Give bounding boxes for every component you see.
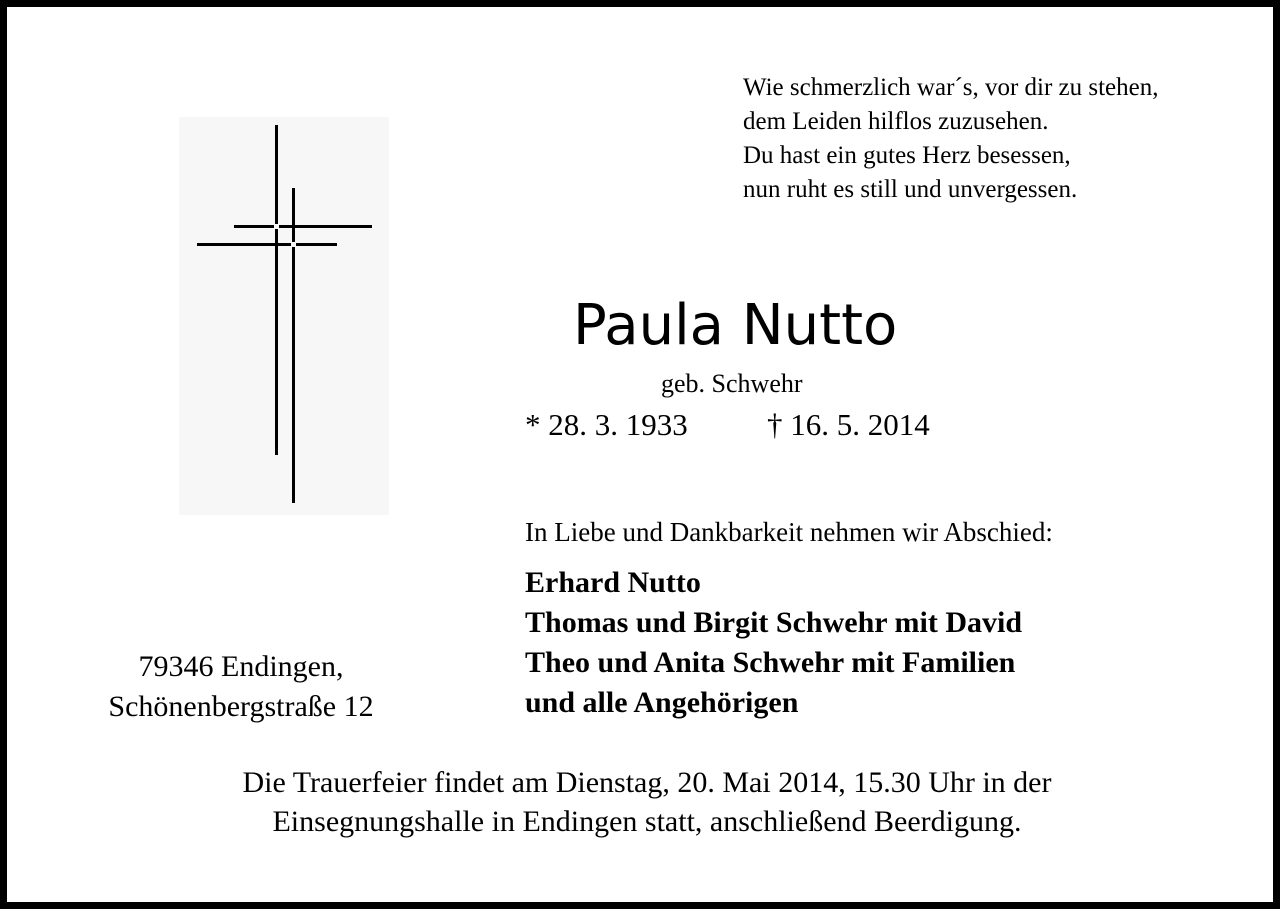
farewell-line: In Liebe und Dankbarkeit nehmen wir Abschied: [525,517,1053,547]
death-date: † 16. 5. 2014 [767,407,930,442]
deceased-name: Paula Nutto [573,293,898,358]
address-street: Schönenbergstraße 12 [108,690,374,723]
double-cross-icon [179,117,389,515]
poem-line: Wie schmerzlich war´s, vor dir zu stehen, [743,74,1159,101]
mourners-list [525,563,1022,723]
mourner-name: Erhard Nutto [525,566,701,599]
mourner-name: Thomas und Birgit Schwehr mit David [525,606,1023,639]
funeral-line: Die Trauerfeier findet am Dienstag, 20. Mai 2014, 15.30 Uhr in der [242,766,1052,799]
life-dates [525,407,930,443]
cross-image [179,117,389,515]
funeral-line: Einsegnungshalle in Endingen statt, anschließend Beerdigung. [272,805,1022,838]
poem-line: dem Leiden hilflos zuzusehen. [743,108,1049,135]
memorial-poem [743,71,1263,207]
birth-date: * 28. 3. 1933 [525,407,688,442]
mourner-name: Theo und Anita Schwehr mit Familien [525,646,1016,679]
funeral-details [107,763,1187,841]
poem-line: Du hast ein gutes Herz besessen, [743,142,1071,169]
mourner-name: und alle Angehörigen [525,686,799,719]
address-city: 79346 Endingen, [138,650,344,683]
poem-line: nun ruht es still und unvergessen. [743,176,1078,203]
address [83,647,399,727]
birth-name: geb. Schwehr [661,369,803,398]
